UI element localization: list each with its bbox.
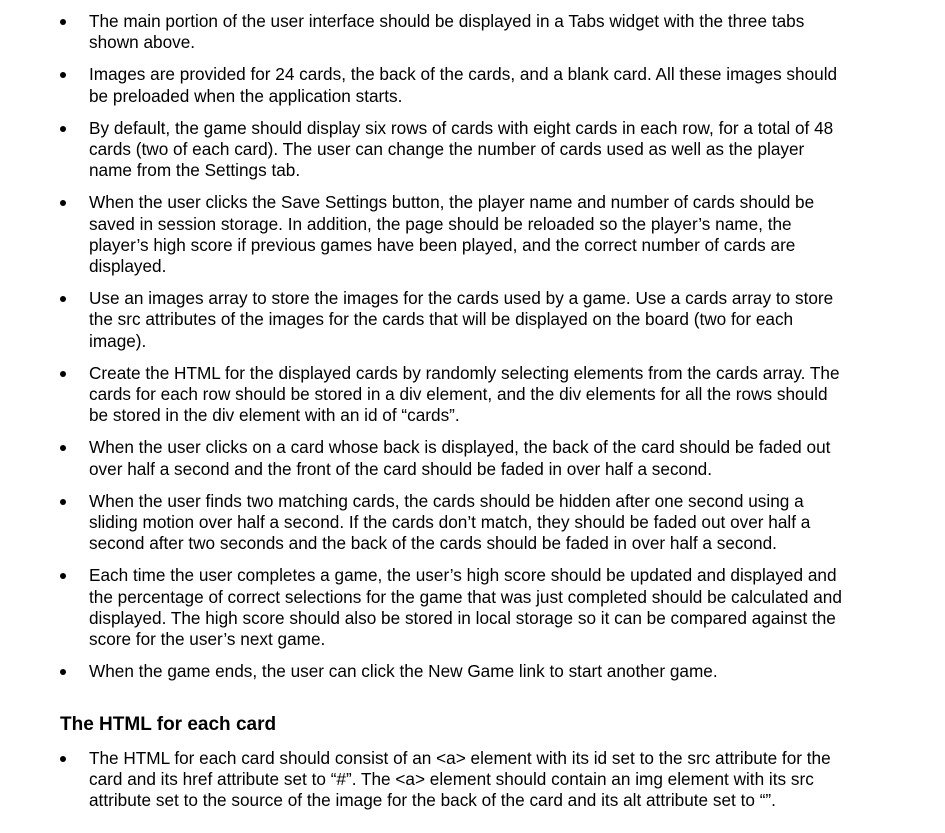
bullet-icon [60, 669, 66, 675]
list-item-text: The HTML for each card should consist of an <a> element with its id set to the src attribute for the card and its href attribute set to “#”. The <a> element should contain an img element with its src attribute set to the source of the image for the back of the card and its alt attribute set to “”. [89, 748, 831, 811]
list-item [60, 11, 850, 53]
list-item-text: When the user clicks on a card whose back is displayed, the back of the card should be faded out over half a second and the front of the card should be faded in over half a second. [89, 437, 831, 479]
list-item-text: Each time the user completes a game, the user’s high score should be updated and displayed and the percentage of correct selections for the game that was just completed should be calculated and displayed. The high score should also be stored in local storage so it can be compared against the score for the user’s next game. [89, 565, 842, 650]
list-item [60, 118, 850, 182]
requirements-list [60, 11, 850, 682]
bullet-icon [60, 126, 66, 132]
list-item [60, 64, 850, 106]
list-item [60, 192, 850, 277]
bullet-icon [60, 371, 66, 377]
list-item-text: Create the HTML for the displayed cards by randomly selecting elements from the cards array. The cards for each row should be stored in a div element, and the div elements for all the rows should be stored in the div element with an id of “cards”. [89, 362, 840, 426]
list-item [60, 288, 850, 352]
bullet-icon [60, 499, 66, 505]
list-item-text: Use an images array to store the images for the cards used by a game. Use a cards array to store the src attributes of the images for the cards that will be displayed on the board (two for each image). [89, 288, 834, 351]
bullet-icon [60, 445, 66, 451]
list-item [60, 491, 850, 555]
list-item [60, 363, 850, 427]
list-item [60, 565, 850, 650]
card-html-list [60, 748, 850, 812]
section-heading: The HTML for each card [60, 714, 277, 735]
list-item [60, 437, 850, 479]
list-item-text: When the user clicks the Save Settings button, the player name and number of cards should be saved in session storage. In addition, the page should be reloaded so the player’s name, the player’s high score if previous games have been played, and the correct number of cards are displayed. [89, 192, 815, 277]
bullet-icon [60, 72, 66, 78]
list-item-text: The main portion of the user interface should be displayed in a Tabs widget with the three tabs shown above. [89, 11, 805, 53]
list-item [60, 661, 850, 682]
list-item-text: When the user finds two matching cards, the cards should be hidden after one second using a sliding motion over half a second. If the cards don’t match, they should be faded out over half a second after two seconds and the back of the cards should be faded in over half a second. [89, 490, 811, 554]
bullet-icon [60, 756, 66, 762]
list-item-text: Images are provided for 24 cards, the back of the cards, and a blank card. All these images should be preloaded when the application starts. [89, 64, 838, 106]
list-item-text: When the game ends, the user can click the New Game link to start another game. [89, 661, 718, 682]
list-item [60, 748, 850, 812]
list-item-text: By default, the game should display six rows of cards with eight cards in each row, for a total of 48 cards (two of each card). The user can change the number of cards used as well as the player name from the Settings tab. [89, 117, 834, 181]
bullet-icon [60, 573, 66, 579]
bullet-icon [60, 200, 66, 206]
bullet-icon [60, 19, 66, 25]
bullet-icon [60, 296, 66, 302]
